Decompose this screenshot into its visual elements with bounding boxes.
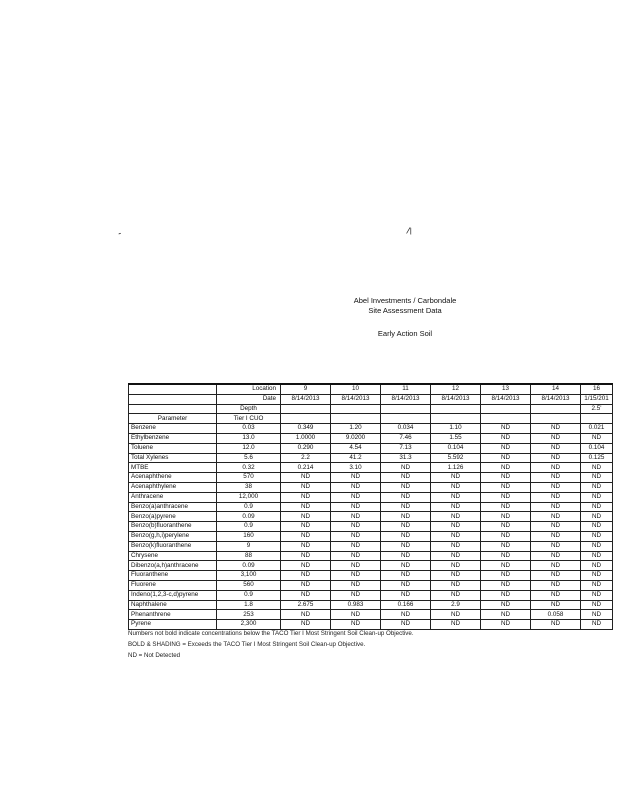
table-row <box>129 531 613 541</box>
result-cell: ND <box>531 541 581 551</box>
result-cell: ND <box>481 590 531 600</box>
result-cell: 0.021 <box>581 424 613 434</box>
parameter-name: Total Xylenes <box>129 453 217 463</box>
parameter-name: Indeno(1,2,3-c,d)pyrene <box>129 590 217 600</box>
result-cell: ND <box>581 590 613 600</box>
date-row <box>129 394 613 404</box>
result-cell: 0.214 <box>281 463 331 473</box>
result-cell: ND <box>531 463 581 473</box>
tier1-value: 0.32 <box>217 463 281 473</box>
tier1-value: 1.8 <box>217 600 281 610</box>
result-cell: 1.0000 <box>281 433 331 443</box>
tier1-value: 160 <box>217 531 281 541</box>
result-cell: ND <box>581 463 613 473</box>
result-cell: 1.10 <box>431 424 481 434</box>
result-cell: ND <box>331 610 381 620</box>
result-cell: 9.0200 <box>331 433 381 443</box>
result-cell: ND <box>531 522 581 532</box>
result-cell: ND <box>581 522 613 532</box>
result-cell: ND <box>431 502 481 512</box>
tier1-value: 253 <box>217 610 281 620</box>
result-cell: ND <box>281 502 331 512</box>
result-cell: ND <box>381 531 431 541</box>
result-cell: ND <box>331 571 381 581</box>
location-cell: 9 <box>281 384 331 394</box>
parameter-name: Ethylbenzene <box>129 433 217 443</box>
date-cell: 1/15/201 <box>581 394 613 404</box>
result-cell: ND <box>381 541 431 551</box>
result-cell: ND <box>431 551 481 561</box>
result-cell: 0.166 <box>381 600 431 610</box>
parameter-name: Benzo(k)fluoranthene <box>129 541 217 551</box>
table-row <box>129 443 613 453</box>
result-cell: ND <box>581 610 613 620</box>
result-cell: ND <box>381 492 431 502</box>
result-cell: 41.2 <box>331 453 381 463</box>
result-cell: 0.104 <box>431 443 481 453</box>
table-row <box>129 512 613 522</box>
parameter-name: Toluene <box>129 443 217 453</box>
table-row <box>129 502 613 512</box>
result-cell: ND <box>481 522 531 532</box>
result-cell: ND <box>531 453 581 463</box>
result-cell: ND <box>381 561 431 571</box>
result-cell: ND <box>431 580 481 590</box>
result-cell: ND <box>481 531 531 541</box>
result-cell: ND <box>481 492 531 502</box>
scan-mark-right: /\ <box>405 225 414 237</box>
tier1-label: Tier I CUO <box>217 414 281 424</box>
depth-cell <box>481 404 531 414</box>
location-cell: 13 <box>481 384 531 394</box>
result-cell: 1.55 <box>431 433 481 443</box>
result-cell: ND <box>281 620 331 630</box>
result-cell: ND <box>481 482 531 492</box>
table-row <box>129 463 613 473</box>
result-cell: ND <box>381 590 431 600</box>
parameter-name: Acenaphthene <box>129 473 217 483</box>
result-cell: ND <box>481 610 531 620</box>
table-row <box>129 492 613 502</box>
table-row <box>129 424 613 434</box>
table-row <box>129 522 613 532</box>
result-cell: ND <box>481 580 531 590</box>
result-cell: ND <box>581 580 613 590</box>
result-cell: 7.13 <box>381 443 431 453</box>
tier1-value: 88 <box>217 551 281 561</box>
result-cell: ND <box>331 541 381 551</box>
parameter-name: Phenanthrene <box>129 610 217 620</box>
table-row <box>129 610 613 620</box>
parameter-name: Dibenzo(a,h)anthracene <box>129 561 217 571</box>
result-cell: 1.126 <box>431 463 481 473</box>
result-cell: ND <box>281 571 331 581</box>
depth-cell <box>531 404 581 414</box>
table-row <box>129 590 613 600</box>
parameter-name: Fluoranthene <box>129 571 217 581</box>
result-cell: ND <box>531 443 581 453</box>
depth-cell <box>381 404 431 414</box>
location-cell: 11 <box>381 384 431 394</box>
result-cell: ND <box>381 522 431 532</box>
result-cell: ND <box>381 620 431 630</box>
result-cell: ND <box>331 551 381 561</box>
table-row <box>129 541 613 551</box>
result-cell: ND <box>431 492 481 502</box>
result-cell: ND <box>431 522 481 532</box>
result-cell: ND <box>531 473 581 483</box>
result-cell: ND <box>431 610 481 620</box>
result-cell: ND <box>331 590 381 600</box>
result-cell: ND <box>331 561 381 571</box>
result-cell: ND <box>531 551 581 561</box>
parameter-name: Benzo(g,h,i)perylene <box>129 531 217 541</box>
result-cell: ND <box>331 580 381 590</box>
result-cell: 0.125 <box>581 453 613 463</box>
result-cell: ND <box>531 531 581 541</box>
result-cell: 31.3 <box>381 453 431 463</box>
result-cell: ND <box>581 551 613 561</box>
result-cell: ND <box>531 620 581 630</box>
parameter-name: Anthracene <box>129 492 217 502</box>
result-cell: ND <box>331 522 381 532</box>
result-cell: ND <box>431 571 481 581</box>
result-cell: ND <box>531 433 581 443</box>
result-cell: ND <box>281 580 331 590</box>
tier1-value: 570 <box>217 473 281 483</box>
parameter-name: Fluorene <box>129 580 217 590</box>
result-cell: ND <box>281 531 331 541</box>
result-cell: ND <box>531 571 581 581</box>
table-row <box>129 571 613 581</box>
date-cell: 8/14/2013 <box>481 394 531 404</box>
result-cell: ND <box>581 531 613 541</box>
result-cell: ND <box>581 502 613 512</box>
result-cell: ND <box>481 571 531 581</box>
result-cell: ND <box>581 561 613 571</box>
tier1-value: 38 <box>217 482 281 492</box>
date-cell: 8/14/2013 <box>431 394 481 404</box>
title-block <box>330 296 480 339</box>
result-cell: ND <box>531 492 581 502</box>
depth-label: Depth <box>217 404 281 414</box>
tier1-value: 12,000 <box>217 492 281 502</box>
parameter-name: MTBE <box>129 463 217 473</box>
result-cell: ND <box>281 610 331 620</box>
parameter-name: Acenaphthylene <box>129 482 217 492</box>
result-cell: ND <box>381 502 431 512</box>
tier1-value: 12.0 <box>217 443 281 453</box>
result-cell: ND <box>381 473 431 483</box>
tier1-value: 9 <box>217 541 281 551</box>
tier1-value: 3,100 <box>217 571 281 581</box>
result-cell: ND <box>281 492 331 502</box>
result-cell: 0.983 <box>331 600 381 610</box>
result-cell: ND <box>381 610 431 620</box>
result-cell: ND <box>481 473 531 483</box>
parameter-header-row <box>129 414 613 424</box>
result-cell: ND <box>531 482 581 492</box>
result-cell: ND <box>581 492 613 502</box>
result-cell: ND <box>481 453 531 463</box>
result-cell: ND <box>431 482 481 492</box>
result-cell: ND <box>431 531 481 541</box>
depth-cell <box>281 404 331 414</box>
result-cell: ND <box>531 590 581 600</box>
parameter-label: Parameter <box>129 414 217 424</box>
result-cell: ND <box>381 551 431 561</box>
tier1-value: 5.6 <box>217 453 281 463</box>
result-cell: ND <box>481 502 531 512</box>
parameter-name: Benzene <box>129 424 217 434</box>
result-cell: ND <box>331 502 381 512</box>
result-cell: ND <box>531 512 581 522</box>
title-section: Early Action Soil <box>377 329 433 338</box>
result-cell: 0.290 <box>281 443 331 453</box>
result-cell: ND <box>281 482 331 492</box>
location-cell: 12 <box>431 384 481 394</box>
result-cell: ND <box>281 561 331 571</box>
parameter-name: Benzo(a)pyrene <box>129 512 217 522</box>
parameter-name: Chrysene <box>129 551 217 561</box>
result-cell: ND <box>431 541 481 551</box>
result-cell: ND <box>281 522 331 532</box>
result-cell: ND <box>531 502 581 512</box>
result-cell: ND <box>481 512 531 522</box>
result-cell: ND <box>281 512 331 522</box>
location-row <box>129 384 613 394</box>
parameter-name: Pyrene <box>129 620 217 630</box>
parameter-name: Naphthalene <box>129 600 217 610</box>
location-cell: 14 <box>531 384 581 394</box>
tier1-value: 0.9 <box>217 502 281 512</box>
depth-cell: 2.5' <box>581 404 613 414</box>
result-cell: ND <box>381 482 431 492</box>
result-cell: ND <box>531 600 581 610</box>
table-row <box>129 473 613 483</box>
result-cell: ND <box>531 424 581 434</box>
result-cell: ND <box>431 561 481 571</box>
result-cell: ND <box>331 531 381 541</box>
date-cell: 8/14/2013 <box>531 394 581 404</box>
tier1-value: 0.09 <box>217 561 281 571</box>
date-cell: 8/14/2013 <box>381 394 431 404</box>
tier1-value: 0.03 <box>217 424 281 434</box>
depth-cell <box>331 404 381 414</box>
result-cell: ND <box>531 580 581 590</box>
result-cell: ND <box>381 571 431 581</box>
result-cell: ND <box>481 551 531 561</box>
depth-cell <box>431 404 481 414</box>
date-cell: 8/14/2013 <box>331 394 381 404</box>
result-cell: ND <box>281 590 331 600</box>
parameter-name: Benzo(a)anthracene <box>129 502 217 512</box>
result-cell: 0.058 <box>531 610 581 620</box>
result-cell: ND <box>481 541 531 551</box>
note-exceeds-objective: BOLD & SHADING = Exceeds the TACO Tier I Most Stringent Soil Clean-up Objective. <box>128 641 366 648</box>
result-cell: ND <box>431 590 481 600</box>
result-cell: 0.034 <box>381 424 431 434</box>
tier1-value: 0.09 <box>217 512 281 522</box>
table-row <box>129 482 613 492</box>
result-cell: 1.20 <box>331 424 381 434</box>
result-cell: ND <box>581 620 613 630</box>
result-cell: ND <box>581 571 613 581</box>
result-cell: 0.104 <box>581 443 613 453</box>
result-cell: ND <box>531 561 581 571</box>
result-cell: 7.46 <box>381 433 431 443</box>
result-cell: ND <box>581 512 613 522</box>
date-cell: 8/14/2013 <box>281 394 331 404</box>
tier1-value: 13.0 <box>217 433 281 443</box>
result-cell: ND <box>331 512 381 522</box>
result-cell: ND <box>581 541 613 551</box>
table-row <box>129 453 613 463</box>
tier1-value: 2,300 <box>217 620 281 630</box>
result-cell: ND <box>331 492 381 502</box>
result-cell: ND <box>581 473 613 483</box>
result-cell: ND <box>331 473 381 483</box>
date-label: Date <box>217 394 281 404</box>
table-row <box>129 561 613 571</box>
result-cell: ND <box>431 620 481 630</box>
note-below-objective: Numbers not bold indicate concentrations below the TACO Tier I Most Stringent Soil Clean-up Objective. <box>128 630 414 637</box>
parameter-name: Benzo(b)fluoranthene <box>129 522 217 532</box>
result-cell: ND <box>481 620 531 630</box>
table-row <box>129 433 613 443</box>
table-row <box>129 580 613 590</box>
soil-data-table <box>128 383 613 630</box>
location-cell: 10 <box>331 384 381 394</box>
result-cell: ND <box>331 482 381 492</box>
result-cell: ND <box>581 433 613 443</box>
result-cell: ND <box>481 600 531 610</box>
title-company: Abel Investments / Carbondale <box>353 296 457 305</box>
result-cell: ND <box>481 443 531 453</box>
result-cell: ND <box>381 512 431 522</box>
result-cell: 5.592 <box>431 453 481 463</box>
tier1-value: 560 <box>217 580 281 590</box>
result-cell: ND <box>581 600 613 610</box>
scan-mark-left: - <box>116 227 123 239</box>
result-cell: ND <box>581 482 613 492</box>
result-cell: ND <box>481 424 531 434</box>
result-cell: 2.2 <box>281 453 331 463</box>
result-cell: ND <box>331 620 381 630</box>
tier1-value: 0.9 <box>217 590 281 600</box>
result-cell: ND <box>281 541 331 551</box>
result-cell: 2.9 <box>431 600 481 610</box>
result-cell: 2.675 <box>281 600 331 610</box>
result-cell: ND <box>281 551 331 561</box>
result-cell: 3.10 <box>331 463 381 473</box>
result-cell: ND <box>431 512 481 522</box>
result-cell: ND <box>481 561 531 571</box>
location-cell: 16 <box>581 384 613 394</box>
result-cell: ND <box>381 580 431 590</box>
table-notes <box>128 628 414 661</box>
note-not-detected: ND = Not Detected <box>128 652 181 659</box>
title-subtitle: Site Assessment Data <box>368 306 442 315</box>
result-cell: 4.54 <box>331 443 381 453</box>
result-cell: ND <box>481 463 531 473</box>
table-row <box>129 551 613 561</box>
table-row <box>129 600 613 610</box>
result-cell: ND <box>431 473 481 483</box>
tier1-value: 0.9 <box>217 522 281 532</box>
depth-row <box>129 404 613 414</box>
result-cell: ND <box>481 433 531 443</box>
result-cell: ND <box>281 473 331 483</box>
result-cell: 0.349 <box>281 424 331 434</box>
location-label: Location <box>217 384 281 394</box>
result-cell: ND <box>381 463 431 473</box>
